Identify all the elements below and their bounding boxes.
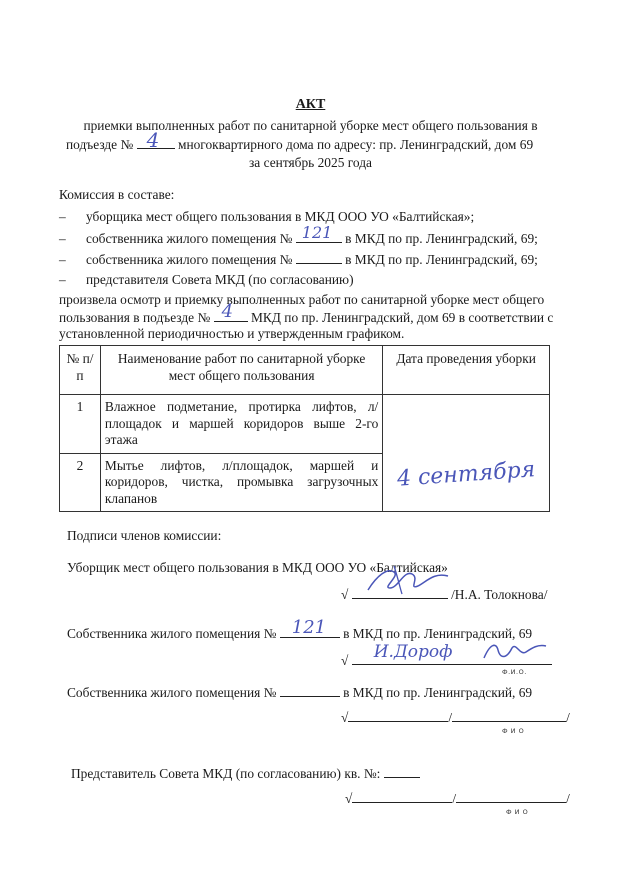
works-table: [59, 345, 550, 512]
commission-member-4: – представителя Совета МКД (по согласованию): [59, 272, 354, 287]
owner1-name-handwritten: И.Дороф: [373, 642, 453, 662]
row-number: 2: [60, 453, 101, 512]
entrance-number-handwritten: 4: [146, 128, 160, 152]
owner1-apartment-handwritten: 121: [291, 617, 327, 638]
cleaner-signature-mark: [364, 564, 454, 596]
subtitle-line-2: подъезде № 4 многоквартирного дома по адресу: пр. Ленинградский, дом 69: [66, 128, 534, 152]
cleaner-label: Уборщик мест общего пользования в МКД ООО УО «Балтийская»: [67, 560, 448, 575]
date-cell: [383, 395, 550, 512]
owner1-fio-caption: Ф.И.О.: [502, 668, 527, 676]
date-handwritten: 4 сентября: [396, 457, 537, 492]
owner2-signature-field: [348, 709, 448, 722]
representative-apartment-field: [384, 765, 420, 778]
commission-member-3: – собственника жилого помещения № в МКД по пр. Ленинградский, 69;: [59, 252, 538, 267]
intro-line-3: установленной периодичностью и утвержденным графиком.: [59, 326, 405, 341]
intro-entrance-handwritten: 4: [221, 301, 234, 322]
owner2-signature-line: √ / /: [341, 710, 570, 725]
blank-apartment-field: [296, 251, 342, 264]
representative-signature-field: [352, 790, 452, 803]
entrance-number-field: [137, 128, 175, 152]
owner1-line: Собственника жилого помещения № 121 в МКД по пр. Ленинградский, 69: [67, 617, 533, 641]
header-work-name: Наименование работ по санитарной уборке мест общего пользования: [100, 346, 382, 395]
row-number: 1: [60, 395, 101, 454]
cleaner-signature-field: [352, 586, 448, 599]
owner1-signature-field: [352, 642, 552, 665]
intro-line-1: произвела осмотр и приемку выполненных работ по санитарной уборке мест общего: [59, 292, 545, 307]
table-header-row: [60, 346, 550, 395]
commission-member-2: – собственника жилого помещения № 121 в МКД по пр. Ленинградский, 69;: [59, 223, 538, 246]
row-work: Влажное подметание, протирка лифтов, л/площадок и маршей коридоров выше 2-го этажа: [100, 395, 382, 454]
commission-member-1: – уборщика мест общего пользования в МКД ООО УО «Балтийская»;: [59, 209, 475, 224]
owner1-signature-mark: [480, 638, 550, 664]
document-title: АКТ: [295, 97, 326, 112]
representative-fio-caption: Ф И О: [506, 808, 529, 816]
subtitle-line-3: за сентябрь 2025 года: [249, 155, 372, 170]
representative-line: Представитель Совета МКД (по согласованию) кв. №:: [71, 765, 420, 782]
commission-heading: Комиссия в составе:: [59, 187, 175, 202]
header-number: № п/п: [60, 346, 101, 395]
row-work: Мытье лифтов, л/площадок, маршей и коридоров, чистка, промывка загрузочных клапанов: [100, 453, 382, 512]
subtitle-line-1: приемки выполненных работ по санитарной уборке мест общего пользования в: [83, 118, 538, 133]
signatures-heading: Подписи членов комиссии:: [67, 528, 222, 543]
owner2-apartment-field: [280, 684, 340, 697]
owner1-signature-line: √ И.Дороф: [341, 652, 552, 669]
representative-name-field: [456, 790, 566, 803]
table-row: [60, 395, 550, 454]
owner2-name-field: [452, 709, 566, 722]
cleaner-signature-line: √ /Н.А. Толокнова/: [341, 586, 547, 603]
owner2-fio-caption: Ф И О: [502, 727, 525, 735]
representative-signature-line: √ / /: [345, 791, 570, 806]
owner2-line: Собственника жилого помещения № в МКД по пр. Ленинградский, 69: [67, 685, 533, 700]
intro-line-2: пользования в подъезде № 4 МКД по пр. Ленинградский, дом 69 в соответствии с: [59, 301, 554, 325]
owner-apartment-handwritten: 121: [301, 223, 333, 242]
header-date: Дата проведения уборки: [383, 346, 550, 395]
